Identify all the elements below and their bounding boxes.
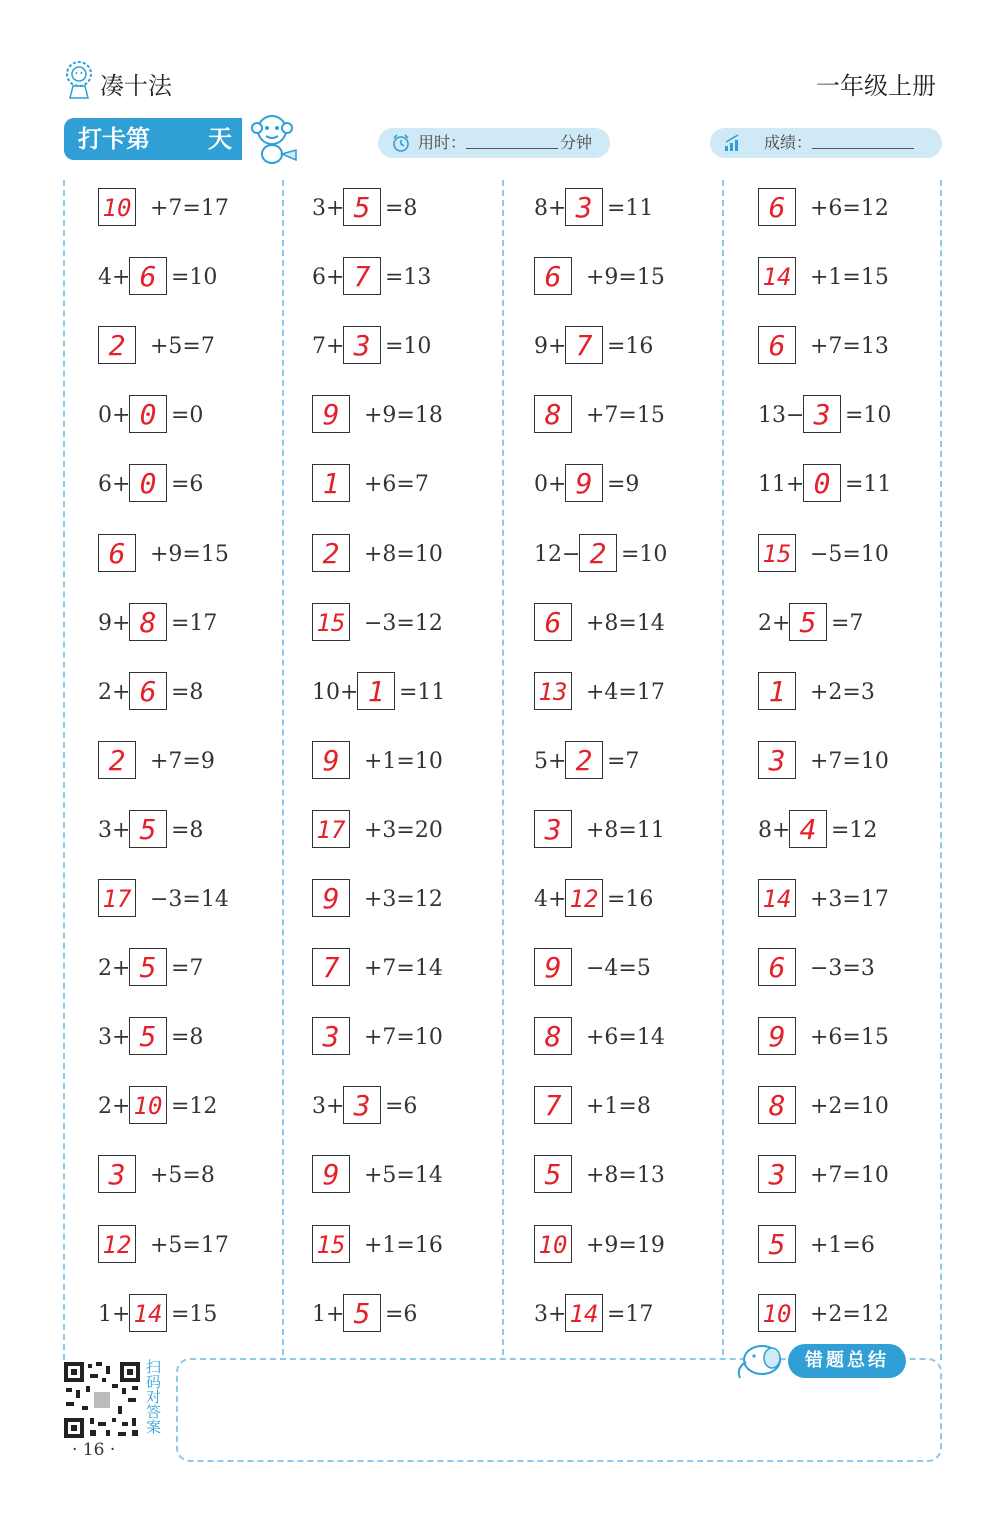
equation-suffix: −4=5	[586, 956, 651, 982]
lion-logo-icon	[62, 60, 96, 100]
handwritten-answer: 5	[353, 191, 371, 224]
bar-chart-icon	[724, 134, 742, 152]
equation-prefix: 5+	[534, 748, 567, 774]
equation-suffix: =17	[607, 1301, 654, 1327]
equation-suffix: +7=10	[364, 1025, 443, 1051]
column-divider	[63, 180, 65, 1360]
equation-prefix: 2+	[758, 610, 791, 636]
answer-box[interactable]	[565, 879, 603, 917]
equation-prefix: 8+	[534, 196, 567, 221]
handwritten-answer: 1	[768, 674, 786, 708]
answer-box[interactable]	[312, 603, 350, 641]
equation-prefix: 3+	[98, 817, 131, 843]
answer-box[interactable]	[758, 879, 796, 917]
equation-suffix: +3=20	[364, 817, 443, 843]
column-divider	[282, 180, 284, 1355]
day-label: 天	[208, 125, 232, 153]
answer-box[interactable]	[98, 188, 136, 226]
answer-box[interactable]	[129, 1086, 167, 1124]
answer-box[interactable]	[343, 1294, 381, 1332]
equation-suffix: =11	[607, 196, 654, 221]
handwritten-answer: 3	[768, 1158, 786, 1192]
equation-prefix: 2+	[98, 1094, 131, 1120]
answer-box[interactable]	[534, 603, 572, 641]
equation-suffix: +7=9	[150, 748, 215, 774]
equation-suffix: +2=12	[810, 1301, 889, 1327]
equation-suffix: +5=7	[150, 334, 215, 360]
handwritten-answer: 5	[139, 951, 157, 985]
handwritten-answer: 8	[768, 1089, 786, 1123]
equation-suffix: +9=15	[150, 541, 229, 567]
equation-suffix: +2=3	[810, 679, 875, 705]
handwritten-answer: 17	[102, 885, 132, 913]
equation-suffix: +5=14	[364, 1163, 443, 1189]
equation-suffix: =7	[831, 610, 864, 636]
equation-suffix: =6	[385, 1094, 418, 1120]
equation-suffix: =0	[171, 403, 204, 429]
answer-box[interactable]	[565, 1294, 603, 1332]
handwritten-answer: 14	[133, 1299, 163, 1328]
handwritten-answer: 17	[316, 815, 346, 844]
page-title: 凑十法	[100, 72, 172, 100]
answer-box[interactable]	[758, 534, 796, 572]
answer-box[interactable]	[129, 1017, 167, 1055]
answer-box[interactable]	[534, 672, 572, 710]
equation-prefix: 2+	[98, 679, 131, 705]
answer-box[interactable]	[129, 1294, 167, 1332]
answer-box[interactable]	[565, 464, 603, 502]
handwritten-answer: 14	[762, 885, 792, 913]
equation-prefix: 3+	[312, 1094, 345, 1120]
handwritten-answer: 9	[322, 398, 340, 432]
equation-suffix: +8=11	[586, 817, 665, 843]
equation-prefix: 1+	[312, 1301, 345, 1327]
equation-suffix: +2=10	[810, 1094, 889, 1120]
check-in-banner	[64, 118, 242, 160]
check-in-label: 打卡第	[78, 125, 150, 153]
equation-prefix: 7+	[312, 334, 345, 360]
equation-suffix: =8	[171, 1025, 204, 1051]
answer-box[interactable]	[758, 672, 796, 710]
equation-suffix: +7=10	[810, 748, 889, 774]
handwritten-answer: 2	[589, 536, 607, 570]
answer-box[interactable]	[534, 395, 572, 433]
answer-box[interactable]	[758, 1086, 796, 1124]
answer-box[interactable]	[803, 464, 841, 502]
handwritten-answer: 5	[544, 1158, 562, 1192]
answer-box[interactable]	[758, 257, 796, 295]
handwritten-answer: 5	[139, 1020, 157, 1054]
answer-box[interactable]	[312, 1225, 350, 1263]
handwritten-answer: 14	[762, 263, 792, 292]
answer-box[interactable]	[312, 534, 350, 572]
handwritten-answer: 2	[108, 329, 126, 363]
equation-suffix: +7=10	[810, 1163, 889, 1189]
scan-for-answers-label: 扫码对答案	[146, 1358, 162, 1436]
answer-box[interactable]	[129, 948, 167, 986]
handwritten-answer: 9	[322, 1158, 340, 1192]
qr-code-icon[interactable]	[62, 1360, 142, 1440]
answer-box[interactable]	[129, 395, 167, 433]
equation-suffix: +9=19	[586, 1232, 665, 1258]
handwritten-answer: 4	[799, 812, 817, 846]
time-unit: 分钟	[560, 133, 593, 152]
handwritten-answer: 0	[813, 467, 831, 501]
equation-suffix: =11	[845, 472, 892, 498]
equation-suffix: −5=10	[810, 541, 889, 567]
equation-suffix: +6=15	[810, 1025, 889, 1051]
handwritten-answer: 6	[139, 260, 157, 294]
answer-box[interactable]	[534, 810, 572, 848]
equation-suffix: +6=7	[364, 472, 429, 498]
equation-suffix: =6	[385, 1301, 418, 1327]
answer-box[interactable]	[534, 1155, 572, 1193]
equation-suffix: −3=3	[810, 956, 875, 982]
answer-box[interactable]	[534, 257, 572, 295]
elephant-icon	[732, 1340, 788, 1382]
score-label: 成绩：	[764, 133, 813, 152]
handwritten-answer: 9	[768, 1020, 786, 1054]
handwritten-answer: 6	[139, 674, 157, 708]
handwritten-answer: 3	[544, 812, 562, 846]
handwritten-answer: 15	[316, 1230, 346, 1259]
handwritten-answer: 2	[575, 743, 593, 777]
equation-prefix: 12−	[534, 541, 581, 567]
answer-box[interactable]	[758, 1155, 796, 1193]
equation-suffix: +1=8	[586, 1094, 651, 1120]
grade-label: 一年级上册	[816, 72, 936, 100]
column-divider	[722, 180, 724, 1355]
handwritten-answer: 6	[544, 260, 562, 294]
answer-box[interactable]	[312, 1155, 350, 1193]
handwritten-answer: 6	[768, 191, 786, 224]
equation-suffix: +1=16	[364, 1232, 443, 1258]
handwritten-answer: 3	[813, 398, 831, 432]
equation-prefix: 4+	[534, 887, 567, 912]
handwritten-answer: 10	[762, 1299, 792, 1328]
handwritten-answer: 1	[322, 467, 340, 501]
handwritten-answer: 3	[353, 329, 371, 363]
handwritten-answer: 2	[322, 536, 340, 570]
equation-suffix: =8	[171, 817, 204, 843]
alarm-clock-icon	[392, 134, 410, 152]
equation-prefix: 0+	[534, 472, 567, 498]
equation-suffix: +9=18	[364, 403, 443, 429]
handwritten-answer: 8	[139, 605, 157, 639]
equation-suffix: =10	[171, 265, 218, 291]
equation-prefix: 9+	[98, 610, 131, 636]
handwritten-answer: 6	[768, 951, 786, 985]
equation-prefix: 6+	[312, 265, 345, 291]
handwritten-answer: 7	[544, 1089, 562, 1123]
answer-box[interactable]	[357, 672, 395, 710]
equation-suffix: +1=10	[364, 748, 443, 774]
equation-prefix: 8+	[758, 817, 791, 843]
equation-suffix: +7=17	[150, 196, 229, 221]
handwritten-answer: 1	[367, 674, 385, 708]
score-field	[710, 128, 942, 158]
answer-box[interactable]	[758, 741, 796, 779]
handwritten-answer: 0	[139, 398, 157, 432]
equation-suffix: −3=12	[364, 610, 443, 636]
answer-box[interactable]	[98, 326, 136, 364]
handwritten-answer: 14	[569, 1299, 599, 1328]
answer-box[interactable]	[789, 810, 827, 848]
equation-suffix: +8=13	[586, 1163, 665, 1189]
time-blank[interactable]	[466, 148, 558, 149]
equation-suffix: =12	[831, 817, 878, 843]
handwritten-answer: 10	[538, 1230, 568, 1259]
answer-box[interactable]	[534, 1225, 572, 1263]
answer-box[interactable]	[98, 1225, 136, 1263]
equation-suffix: =10	[845, 403, 892, 429]
handwritten-answer: 3	[322, 1020, 340, 1054]
error-summary-tag: 错题总结	[788, 1344, 906, 1378]
answer-box[interactable]	[565, 741, 603, 779]
monkey-icon	[246, 110, 308, 166]
answer-box[interactable]	[758, 326, 796, 364]
answer-box[interactable]	[312, 810, 350, 848]
answer-box[interactable]	[758, 948, 796, 986]
handwritten-answer: 12	[569, 885, 599, 913]
handwritten-answer: 13	[538, 677, 568, 706]
handwritten-answer: 3	[353, 1089, 371, 1123]
equation-suffix: +9=15	[586, 265, 665, 291]
equation-suffix: +8=14	[586, 610, 665, 636]
handwritten-answer: 10	[133, 1092, 163, 1121]
answer-box[interactable]	[758, 1017, 796, 1055]
equation-prefix: 10+	[312, 679, 359, 705]
handwritten-answer: 5	[768, 1227, 786, 1261]
equation-suffix: =16	[607, 887, 654, 912]
handwritten-answer: 6	[768, 329, 786, 363]
handwritten-answer: 6	[544, 605, 562, 639]
answer-box[interactable]	[534, 1086, 572, 1124]
equation-prefix: 11+	[758, 472, 805, 498]
handwritten-answer: 3	[108, 1158, 126, 1192]
equation-suffix: +6=12	[810, 196, 889, 221]
handwritten-answer: 3	[768, 743, 786, 777]
equation-suffix: +5=8	[150, 1163, 215, 1189]
equation-prefix: 3+	[312, 196, 345, 221]
answer-box[interactable]	[312, 464, 350, 502]
equation-suffix: +7=13	[810, 334, 889, 360]
equation-suffix: +8=10	[364, 541, 443, 567]
handwritten-answer: 15	[762, 539, 792, 568]
equation-suffix: =17	[171, 610, 218, 636]
handwritten-answer: 12	[102, 1230, 132, 1259]
equation-prefix: 4+	[98, 265, 131, 291]
equation-suffix: =16	[607, 334, 654, 360]
equation-prefix: 13−	[758, 403, 805, 429]
handwritten-answer: 0	[139, 467, 157, 501]
equation-suffix: =15	[171, 1301, 218, 1327]
answer-box[interactable]	[129, 810, 167, 848]
score-blank[interactable]	[812, 148, 914, 149]
handwritten-answer: 7	[322, 951, 340, 985]
equation-suffix: =9	[607, 472, 640, 498]
equation-prefix: 0+	[98, 403, 131, 429]
equation-suffix: +7=14	[364, 956, 443, 982]
equation-suffix: +7=15	[586, 403, 665, 429]
handwritten-answer: 3	[575, 191, 593, 224]
answer-box[interactable]	[312, 395, 350, 433]
equation-prefix: 9+	[534, 334, 567, 360]
equation-prefix: 3+	[534, 1301, 567, 1327]
answer-box[interactable]	[803, 395, 841, 433]
column-divider	[502, 180, 504, 1355]
handwritten-answer: 9	[322, 882, 340, 915]
handwritten-answer: 15	[316, 608, 346, 637]
handwritten-answer: 10	[102, 194, 132, 222]
equation-prefix: 1+	[98, 1301, 131, 1327]
equation-suffix: =8	[385, 196, 418, 221]
handwritten-answer: 8	[544, 398, 562, 432]
handwritten-answer: 5	[799, 605, 817, 639]
answer-box[interactable]	[129, 257, 167, 295]
handwritten-answer: 5	[139, 812, 157, 846]
answer-box[interactable]	[98, 741, 136, 779]
equation-suffix: =11	[399, 679, 446, 705]
handwritten-answer: 9	[544, 951, 562, 985]
answer-box[interactable]	[312, 948, 350, 986]
answer-box[interactable]	[343, 188, 381, 226]
answer-box[interactable]	[565, 188, 603, 226]
equation-suffix: =8	[171, 679, 204, 705]
answer-box[interactable]	[312, 879, 350, 917]
answer-box[interactable]	[758, 1225, 796, 1263]
equation-suffix: +1=6	[810, 1232, 875, 1258]
answer-box[interactable]	[579, 534, 617, 572]
column-divider	[940, 180, 942, 1360]
equation-suffix: =10	[621, 541, 668, 567]
equation-suffix: −3=14	[150, 887, 229, 912]
equation-suffix: =7	[171, 956, 204, 982]
equation-suffix: +6=14	[586, 1025, 665, 1051]
handwritten-answer: 6	[108, 536, 126, 570]
answer-box[interactable]	[758, 1294, 796, 1332]
handwritten-answer: 2	[108, 743, 126, 777]
handwritten-answer: 7	[575, 329, 593, 363]
equation-prefix: 3+	[98, 1025, 131, 1051]
answer-box[interactable]	[312, 1017, 350, 1055]
handwritten-answer: 9	[575, 467, 593, 501]
equation-suffix: =13	[385, 265, 432, 291]
equation-prefix: 6+	[98, 472, 131, 498]
equation-suffix: +3=12	[364, 887, 443, 912]
answer-box[interactable]	[758, 188, 796, 226]
equation-suffix: +4=17	[586, 679, 665, 705]
equation-suffix: +5=17	[150, 1232, 229, 1258]
page-number: · 16 ·	[72, 1440, 116, 1460]
answer-box[interactable]	[343, 1086, 381, 1124]
answer-box[interactable]	[98, 534, 136, 572]
handwritten-answer: 7	[353, 260, 371, 294]
handwritten-answer: 8	[544, 1020, 562, 1054]
handwritten-answer: 5	[353, 1296, 371, 1330]
answer-box[interactable]	[129, 672, 167, 710]
answer-box[interactable]	[129, 603, 167, 641]
answer-box[interactable]	[129, 464, 167, 502]
answer-box[interactable]	[789, 603, 827, 641]
answer-box[interactable]	[534, 948, 572, 986]
equation-suffix: +3=17	[810, 887, 889, 912]
handwritten-answer: 9	[322, 743, 340, 777]
equation-suffix: =12	[171, 1094, 218, 1120]
time-label: 用时：	[418, 133, 467, 152]
equation-suffix: =6	[171, 472, 204, 498]
time-field	[378, 128, 610, 158]
answer-box[interactable]	[343, 326, 381, 364]
answer-box[interactable]	[565, 326, 603, 364]
equation-suffix: =7	[607, 748, 640, 774]
equation-prefix: 2+	[98, 956, 131, 982]
answer-box[interactable]	[534, 1017, 572, 1055]
equation-suffix: +1=15	[810, 265, 889, 291]
equation-suffix: =10	[385, 334, 432, 360]
answer-box[interactable]	[312, 741, 350, 779]
answer-box[interactable]	[343, 257, 381, 295]
answer-box[interactable]	[98, 879, 136, 917]
answer-box[interactable]	[98, 1155, 136, 1193]
